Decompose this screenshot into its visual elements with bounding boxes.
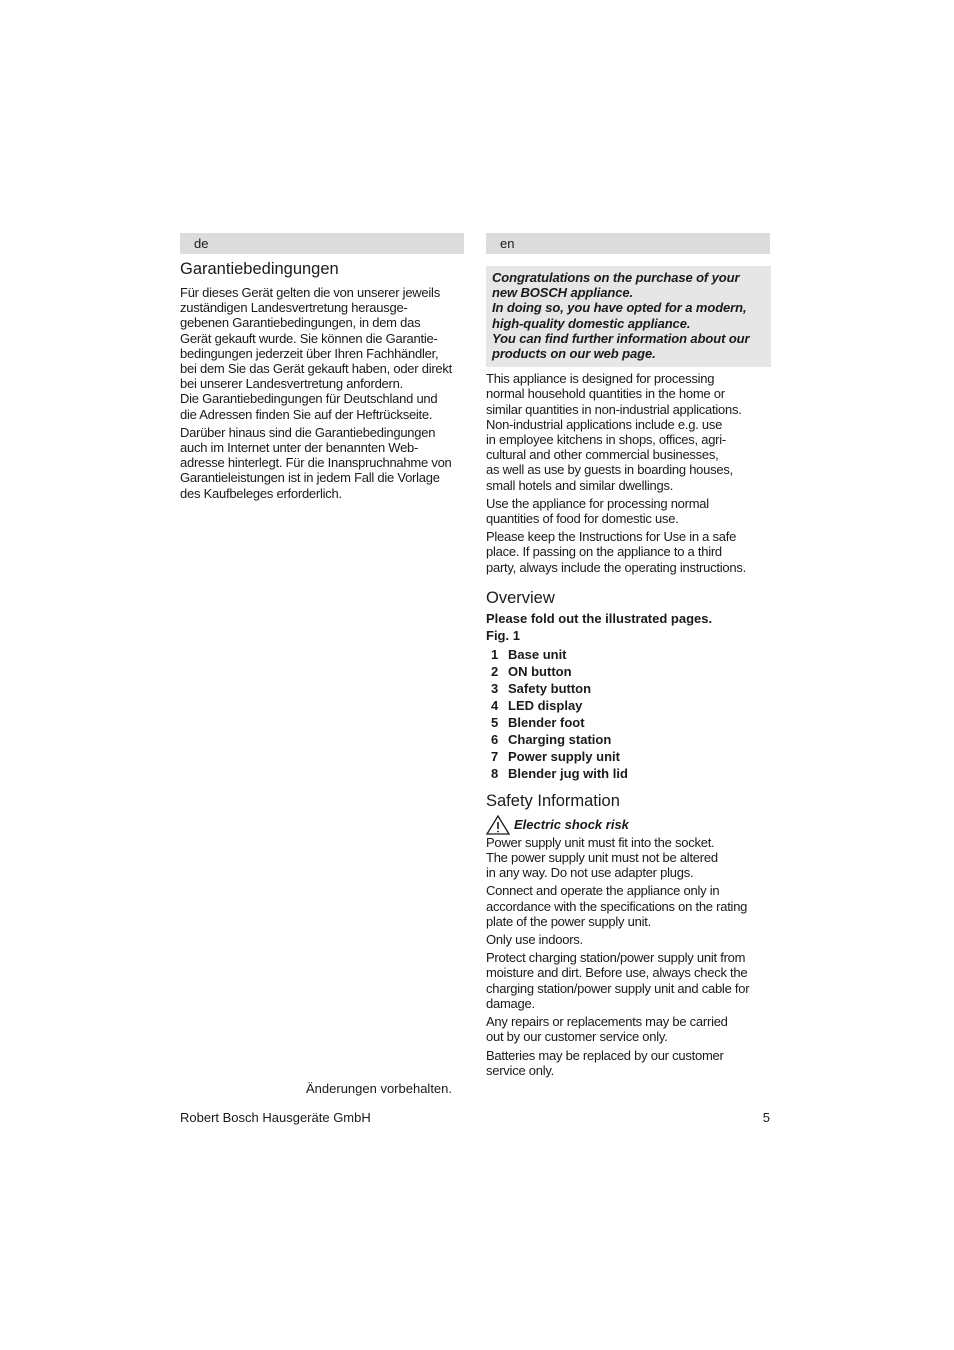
- list-item: 2 ON button: [491, 663, 572, 679]
- list-item: 6 Charging station: [491, 731, 612, 747]
- safety-paragraph-5: Any repairs or replacements may be carried out by our customer service only.: [486, 1014, 728, 1045]
- usage-paragraph-1: This appliance is designed for processing normal household quantities in the home or similar quantities in non-industrial applications. Non-industrial applications include e.g. use in employee kitchens in shops, offices, agri- cultural and other commercial businesses, as well as use by guests in boarding houses, small hotels and similar dwellings.: [486, 371, 742, 493]
- changes-note: Änderungen vorbehalten.: [306, 1081, 453, 1096]
- right-column-en: [486, 233, 771, 1081]
- safety-heading: Safety Information: [486, 791, 620, 810]
- list-item: 3 Safety button: [491, 680, 592, 696]
- safety-paragraph-2: Connect and operate the appliance only in accordance with the specifications on the rating plate of the power supply unit.: [486, 883, 748, 929]
- list-item: 7 Power supply unit: [491, 748, 620, 764]
- language-tab-de: de: [180, 233, 464, 254]
- company-name: Robert Bosch Hausgeräte GmbH: [180, 1110, 371, 1125]
- list-item: 1 Base unit: [491, 646, 567, 662]
- warranty-paragraph-2: Darüber hinaus sind die Garantiebedingungen auch im Internet unter der benannten Web- adresse hinterlegt. Für die Inanspruchnahme von Garantieleistungen ist in jedem Fall die Vorlage des Kaufbeleges erforderlich.: [180, 424, 452, 501]
- warranty-heading: Garantiebedingungen: [180, 260, 339, 278]
- warning-triangle-icon: [486, 815, 510, 835]
- list-item: 8 Blender jug with lid: [491, 765, 628, 781]
- figure-label: Fig. 1: [486, 627, 520, 643]
- list-item: 5 Blender foot: [491, 714, 585, 730]
- fold-note: Please fold out the illustrated pages.: [486, 610, 713, 626]
- warning-title: Electric shock risk: [514, 817, 629, 833]
- safety-paragraph-1: Power supply unit must fit into the socket. The power supply unit must not be altered in any way. Do not use adapter plugs.: [486, 834, 718, 881]
- usage-text: [486, 371, 771, 575]
- parts-list: [486, 646, 771, 782]
- warranty-paragraph-1: Für dieses Gerät gelten die von unserer jeweils zuständigen Landesvertretung herausge- gebenen Garantiebedingungen, in dem das Gerät gekauft wurde. Sie können die Garantie- bedingungen jederzeit über Ihren Fachhändler, bei dem Sie das Gerät gekauft haben, oder direkt bei unserer Landesvertretung anfordern. Die Garantiebedingungen für Deutschland und die Adressen finden Sie auf der Heftrückseite.: [180, 285, 453, 422]
- safety-paragraph-3: Only use indoors.: [486, 932, 583, 948]
- left-column-de: [180, 233, 465, 504]
- usage-paragraph-2: Use the appliance for processing normal quantities of food for domestic use.: [486, 495, 709, 527]
- page-footer: [180, 1110, 770, 1125]
- safety-paragraph-4: Protect charging station/power supply unit from moisture and dirt. Before use, always check the charging station/power supply unit and cable for damage.: [486, 950, 750, 1011]
- congratulations-box: Congratulations on the purchase of your new BOSCH appliance. In doing so, you have opted for a modern, high-quality domestic appliance. You can find further information about our products on our web page.: [486, 266, 771, 367]
- overview-heading: Overview: [486, 588, 555, 607]
- page-number: 5: [762, 1110, 770, 1125]
- list-item: 4 LED display: [491, 697, 583, 713]
- warranty-text: [180, 285, 465, 501]
- warning-line: [486, 815, 771, 835]
- safety-text: [486, 835, 771, 1078]
- safety-paragraph-6: Batteries may be replaced by our customer service only.: [486, 1047, 724, 1078]
- usage-paragraph-3: Please keep the Instructions for Use in a safe place. If passing on the appliance to a third party, always include the operating instructions.: [486, 529, 746, 575]
- language-tab-en: en: [486, 233, 770, 254]
